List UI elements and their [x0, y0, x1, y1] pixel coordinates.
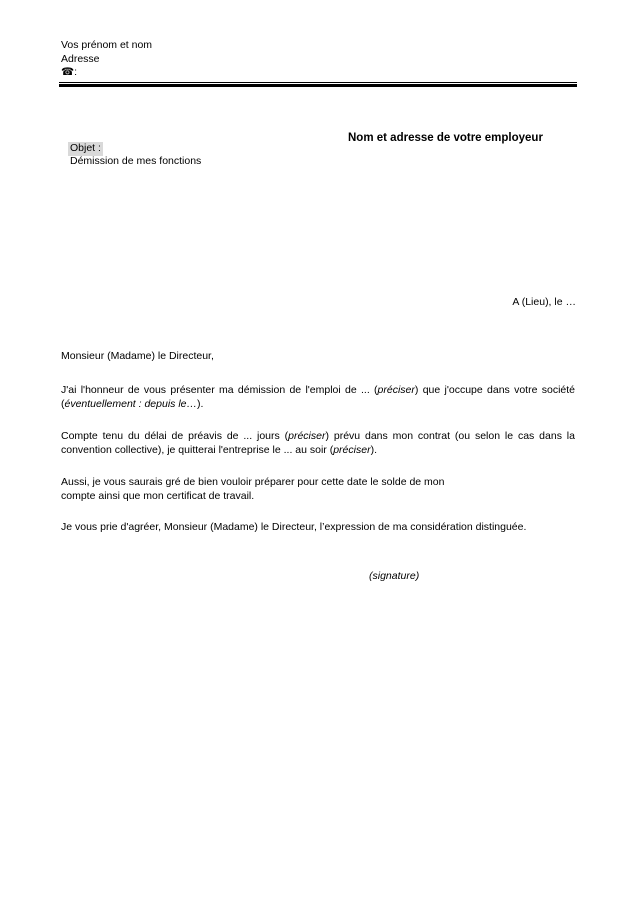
paragraph-line: convention collective), je quitterai l'entreprise le ... au soir (préciser). — [61, 443, 377, 456]
header-divider-thick — [59, 84, 577, 87]
paragraph-line: J'ai l'honneur de vous présenter ma démission de l'emploi de ... (préciser) que j'occupe dans votre société — [61, 384, 575, 396]
subject-text: Démission de mes fonctions — [70, 155, 202, 167]
paragraph-final-pay — [61, 476, 575, 503]
signature-placeholder: (signature) — [369, 570, 420, 582]
paragraph-line: Compte tenu du délai de préavis de ... jours (préciser) prévu dans mon contrat (ou selon le cas dans la — [61, 430, 575, 442]
paragraph-resignation — [61, 384, 575, 411]
sender-block — [61, 39, 361, 80]
paragraph-line: (éventuellement : depuis le…). — [61, 397, 204, 410]
sender-name: Vos prénom et nom — [61, 39, 153, 51]
paragraph-line: Aussi, je vous saurais gré de bien vouloir préparer pour cette date le solde de mon — [61, 476, 445, 488]
subject-label: Objet : — [70, 142, 101, 154]
paragraph-line: compte ainsi que mon certificat de travail. — [61, 489, 255, 502]
paragraph-closing — [61, 521, 575, 535]
paragraph-line: Je vous prie d'agréer, Monsieur (Madame) le Directeur, l’expression de ma considération distinguée. — [61, 521, 527, 533]
header-divider-thin — [59, 82, 577, 83]
sender-phone: ☎: — [61, 66, 77, 78]
paragraph-notice-period — [61, 430, 575, 457]
salutation: Monsieur (Madame) le Directeur, — [61, 350, 214, 362]
place-date: A (Lieu), le … — [512, 296, 576, 308]
sender-address: Adresse — [61, 52, 100, 65]
employer-placeholder: Nom et adresse de votre employeur — [348, 132, 543, 144]
